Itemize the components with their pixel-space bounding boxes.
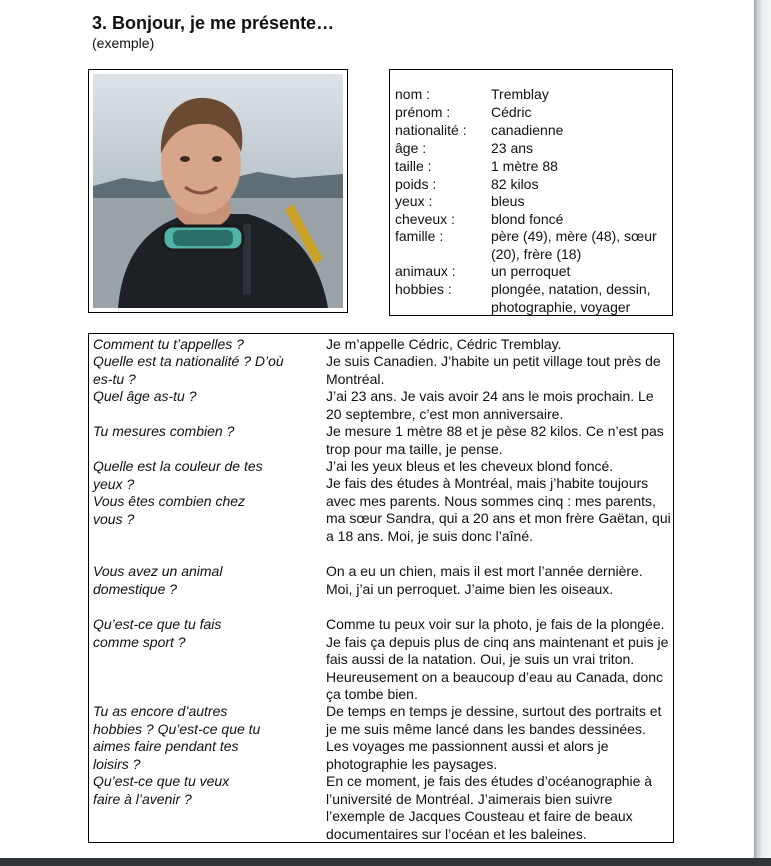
question: Vous êtes combien chez vous ?: [93, 493, 246, 527]
profile-value: Cédric: [491, 104, 532, 120]
question: Tu mesures combien ?: [93, 423, 235, 439]
profile-label: cheveux :: [395, 211, 455, 227]
eye-left: [180, 156, 190, 162]
answer: Je suis Canadien. J’habite un petit village tout près de Montréal.: [326, 353, 661, 387]
profile-value: Tremblay: [491, 86, 549, 102]
profile-value: bleus: [491, 193, 525, 209]
question-answer-table: [88, 333, 674, 843]
profile-label: nom :: [395, 86, 431, 102]
profile-value: canadienne: [491, 122, 564, 138]
question: Qu’est-ce que tu veux faire à l’avenir ?: [93, 773, 230, 807]
profile-label: prénom :: [395, 104, 451, 120]
question: Vous avez un animal domestique ?: [93, 563, 223, 597]
viewer-page-shadow: [754, 0, 771, 866]
profile-label: animaux :: [395, 263, 456, 279]
profile-value: plongée, natation, dessin, photographie, voyager: [491, 281, 651, 315]
answer: De temps en temps je dessine, surtout des portraits et je me suis même lancé dans les bandes dessinées. Les voyages me passionnent aussi et alors je photographie les paysages.: [326, 703, 662, 772]
profile-value: père (49), mère (48), sœur (20), frère (18): [491, 228, 657, 262]
answer: On a eu un chien, mais il est mort l’année dernière. Moi, j’ai un perroquet. J’aime bien les oiseaux.: [326, 563, 643, 597]
page-title: 3. Bonjour, je me présente…: [92, 13, 335, 33]
answer: J’ai les yeux bleus et les cheveux blond foncé.: [326, 458, 614, 474]
question: Tu as encore d’autres hobbies ? Qu’est-ce que tu aimes faire pendant tes loisirs ?: [93, 703, 261, 772]
question: Quelle est ta nationalité ? D’où es-tu ?: [93, 353, 284, 387]
question: Comment tu t’appelles ?: [93, 336, 244, 352]
profile-label: yeux :: [395, 193, 433, 209]
profile-value: un perroquet: [491, 263, 571, 279]
profile-value: 1 mètre 88: [491, 158, 558, 174]
profile-label: hobbies :: [395, 281, 452, 297]
profile-value: 23 ans: [491, 140, 534, 156]
eye-right: [212, 156, 222, 162]
profile-label: famille :: [395, 228, 444, 244]
profile-value: 82 kilos: [491, 176, 539, 192]
answer: Je m’appelle Cédric, Cédric Tremblay.: [326, 336, 562, 352]
answer: Comme tu peux voir sur la photo, je fais de la plongée. Je fais ça depuis plus de cinq ans maintenant et puis je fais aussi de la natation. Oui, je suis un vrai triton. Heureusement on a beaucoup d’eau au Canada, donc ça tombe bien.: [326, 616, 669, 702]
profile-label: taille :: [395, 158, 432, 174]
answer: Je fais des études à Montréal, mais j’habite toujours avec mes parents. Nous sommes cinq : mes parents, ma sœur Sandra, qui a 20 ans et mon frère Gaëtan, qui a 18 ans. Moi, je suis donc l’aîné.: [326, 475, 671, 544]
profile-label: nationalité :: [395, 122, 467, 138]
profile-card: [389, 69, 673, 316]
profile-label: poids :: [395, 176, 437, 192]
diver-portrait-photo: [93, 74, 343, 308]
photo-frame: [88, 69, 348, 313]
mask-lens: [173, 230, 233, 246]
profile-label: âge :: [395, 140, 427, 156]
answer: J’ai 23 ans. Je vais avoir 24 ans le mois prochain. Le 20 septembre, c’est mon anniversaire.: [326, 388, 654, 422]
answer: En ce moment, je fais des études d’océanographie à l’université de Montréal. J’aimerais bien suivre l’exemple de Jacques Cousteau et faire de beaux documentaires sur l’océan et les baleines.: [326, 773, 653, 842]
answer: Je mesure 1 mètre 88 et je pèse 82 kilos. Ce n’est pas trop pour ma taille, je pense.: [326, 423, 664, 457]
question: Qu’est-ce que tu fais comme sport ?: [93, 616, 222, 650]
question: Quelle est la couleur de tes yeux ?: [93, 458, 263, 492]
viewer-background: [0, 858, 771, 866]
profile-value: blond foncé: [491, 211, 564, 227]
page-subtitle: (exemple): [92, 35, 155, 51]
question: Quel âge as-tu ?: [93, 388, 197, 404]
